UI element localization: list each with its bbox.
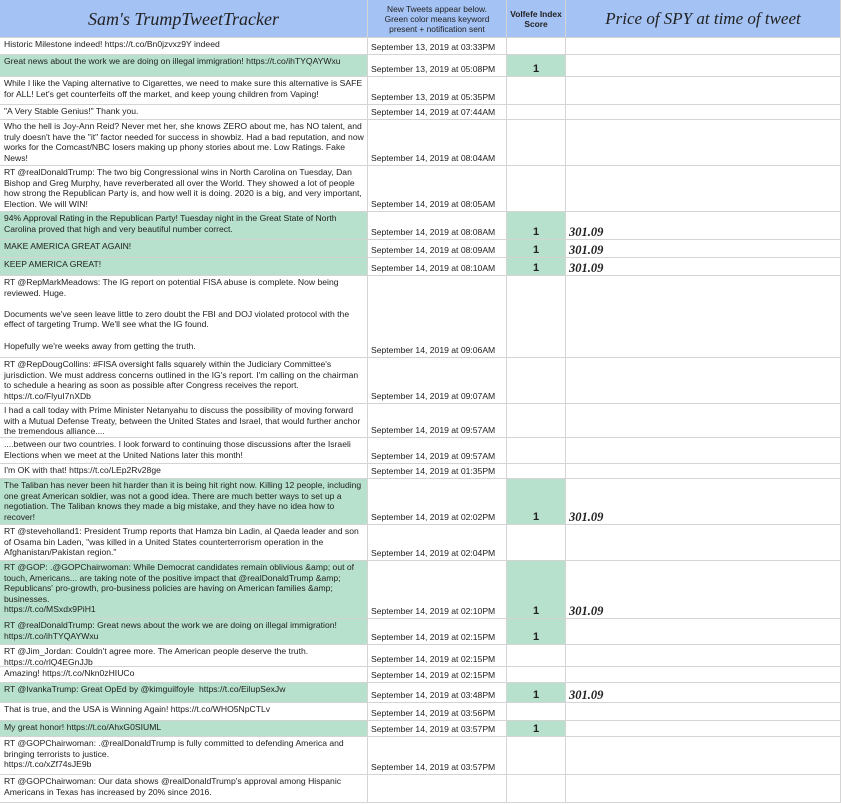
- score-cell[interactable]: [507, 667, 566, 683]
- score-cell[interactable]: [507, 525, 566, 561]
- tweet-cell[interactable]: RT @GOP: .@GOPChairwoman: While Democrat candidates remain oblivious &amp; out of touch, Americans... are taking note of the positive impact that @realDonaldTrump &amp; Republicans' pro-growth, pro-business policies are having on American families &amp; businesses. https://t.co/MSxdx9PiH1: [0, 561, 368, 619]
- tweet-cell[interactable]: Historic Milestone indeed! https://t.co/Bn0jzvxz9Y indeed: [0, 38, 368, 55]
- tweet-cell[interactable]: RT @IvankaTrump: Great OpEd by @kimguilfoyle https://t.co/EilupSexJw: [0, 683, 368, 703]
- tweet-cell[interactable]: ....between our two countries. I look forward to continuing those discussions after the Israeli Elections when we meet at the United Nations later this month!: [0, 438, 368, 464]
- date-cell[interactable]: September 13, 2019 at 05:08PM: [368, 55, 507, 77]
- score-cell[interactable]: 1: [507, 619, 566, 645]
- tweet-cell[interactable]: The Taliban has never been hit harder than it is being hit right now. Killing 12 people, including one great American soldier, was not a good idea. There are much better ways to set up a negotiation. The Taliban knows they made a big mistake, and they have no idea how to recover!: [0, 479, 368, 525]
- score-cell[interactable]: 1: [507, 561, 566, 619]
- price-cell[interactable]: [566, 645, 841, 667]
- price-cell[interactable]: [566, 404, 841, 438]
- header-price-cell[interactable]: Price of SPY at time of tweet: [566, 0, 841, 38]
- price-cell[interactable]: [566, 166, 841, 212]
- date-cell[interactable]: September 14, 2019 at 09:06AM: [368, 276, 507, 358]
- price-cell[interactable]: 301.09: [566, 258, 841, 276]
- price-cell[interactable]: [566, 667, 841, 683]
- price-cell[interactable]: [566, 775, 841, 803]
- date-cell[interactable]: September 14, 2019 at 08:05AM: [368, 166, 507, 212]
- tweet-cell[interactable]: MAKE AMERICA GREAT AGAIN!: [0, 240, 368, 258]
- score-cell[interactable]: 1: [507, 479, 566, 525]
- score-cell[interactable]: [507, 120, 566, 166]
- price-cell[interactable]: [566, 619, 841, 645]
- score-cell[interactable]: 1: [507, 258, 566, 276]
- date-cell[interactable]: September 13, 2019 at 03:33PM: [368, 38, 507, 55]
- header-title-cell[interactable]: Sam's TrumpTweetTracker: [0, 0, 368, 38]
- tweet-cell[interactable]: RT @RepMarkMeadows: The IG report on potential FISA abuse is complete. Now being reviewed. Huge. Documents we've seen leave little to zero doubt the FBI and DOJ violated protocol with the effect of targeting Trump. We'll see what the IG found. Hopefully we're weeks away from getting the truth.: [0, 276, 368, 358]
- tweet-cell[interactable]: RT @steveholland1: President Trump reports that Hamza bin Ladin, al Qaeda leader and son of Osama bin Laden, "was killed in a United States counterterrorism operation in the Afghanistan/Pakistan region.": [0, 525, 368, 561]
- price-cell[interactable]: [566, 737, 841, 775]
- header-tweets-note-cell[interactable]: New Tweets appear below. Green color means keyword present + notification sent: [368, 0, 507, 38]
- date-cell[interactable]: September 14, 2019 at 03:57PM: [368, 737, 507, 775]
- tweet-cell[interactable]: RT @GOPChairwoman: .@realDonaldTrump is fully committed to defending America and bringing terrorists to justice. https://t.co/xZf74sJE9b: [0, 737, 368, 775]
- score-cell[interactable]: [507, 77, 566, 105]
- date-cell[interactable]: September 14, 2019 at 03:57PM: [368, 721, 507, 737]
- date-cell[interactable]: September 14, 2019 at 08:10AM: [368, 258, 507, 276]
- tweet-cell[interactable]: RT @GOPChairwoman: Our data shows @realDonaldTrump's approval among Hispanic Americans in Texas has increased by 20% since 2016.: [0, 775, 368, 803]
- date-cell[interactable]: September 14, 2019 at 02:10PM: [368, 561, 507, 619]
- tweet-cell[interactable]: I had a call today with Prime Minister Netanyahu to discuss the possibility of moving forward with a Mutual Defense Treaty, between the United States and Israel, that would further anchor the tremendous alliance....: [0, 404, 368, 438]
- tweet-cell[interactable]: My great honor! https://t.co/AhxG0SIUML: [0, 721, 368, 737]
- date-cell[interactable]: September 14, 2019 at 09:57AM: [368, 438, 507, 464]
- score-cell[interactable]: 1: [507, 240, 566, 258]
- tweet-cell[interactable]: RT @RepDougCollins: #FISA oversight falls squarely within the Judiciary Committee's jurisdiction. We must address concerns outlined in the IG's report. I'm calling on the chairman to schedule a hearing as soon as possible after Congress receives the report. https://t.co/FlyuI7nXDb: [0, 358, 368, 404]
- price-cell[interactable]: 301.09: [566, 479, 841, 525]
- tweet-cell[interactable]: "A Very Stable Genius!" Thank you.: [0, 105, 368, 120]
- score-cell[interactable]: 1: [507, 55, 566, 77]
- score-cell[interactable]: [507, 737, 566, 775]
- score-cell[interactable]: [507, 358, 566, 404]
- date-cell[interactable]: September 14, 2019 at 02:15PM: [368, 645, 507, 667]
- price-cell[interactable]: [566, 703, 841, 721]
- score-cell[interactable]: [507, 166, 566, 212]
- tweet-cell[interactable]: Who the hell is Joy-Ann Reid? Never met her, she knows ZERO about me, has NO talent, and truly doesn't have the "it" factor needed for success in showbiz. Had a bad reputation, and now works for the Comcast/NBC losers making up phony stories about me. Low Ratings. Fake News!: [0, 120, 368, 166]
- date-cell[interactable]: September 14, 2019 at 02:15PM: [368, 667, 507, 683]
- header-score-cell[interactable]: Volfefe Index Score: [507, 0, 566, 38]
- price-cell[interactable]: [566, 276, 841, 358]
- date-cell[interactable]: September 14, 2019 at 02:15PM: [368, 619, 507, 645]
- price-cell[interactable]: 301.09: [566, 683, 841, 703]
- date-cell[interactable]: September 14, 2019 at 03:48PM: [368, 683, 507, 703]
- date-cell[interactable]: [368, 775, 507, 803]
- price-cell[interactable]: [566, 55, 841, 77]
- score-cell[interactable]: [507, 38, 566, 55]
- tweet-cell[interactable]: KEEP AMERICA GREAT!: [0, 258, 368, 276]
- score-cell[interactable]: [507, 438, 566, 464]
- price-cell[interactable]: [566, 120, 841, 166]
- date-cell[interactable]: September 14, 2019 at 08:08AM: [368, 212, 507, 240]
- score-cell[interactable]: [507, 464, 566, 479]
- price-cell[interactable]: 301.09: [566, 212, 841, 240]
- score-cell[interactable]: 1: [507, 721, 566, 737]
- tweet-cell[interactable]: 94% Approval Rating in the Republican Party! Tuesday night in the Great State of North Carolina proved that high and very beautiful number correct.: [0, 212, 368, 240]
- price-cell[interactable]: 301.09: [566, 561, 841, 619]
- price-cell[interactable]: [566, 464, 841, 479]
- date-cell[interactable]: September 14, 2019 at 08:04AM: [368, 120, 507, 166]
- date-cell[interactable]: September 13, 2019 at 05:35PM: [368, 77, 507, 105]
- score-cell[interactable]: [507, 105, 566, 120]
- tweet-cell[interactable]: I'm OK with that! https://t.co/LEp2Rv28ge: [0, 464, 368, 479]
- price-cell[interactable]: [566, 358, 841, 404]
- date-cell[interactable]: September 14, 2019 at 09:07AM: [368, 358, 507, 404]
- price-cell[interactable]: [566, 77, 841, 105]
- tweet-cell[interactable]: RT @Jim_Jordan: Couldn't agree more. The American people deserve the truth. https://t.co/rlQ4EGnJJb: [0, 645, 368, 667]
- score-cell[interactable]: [507, 775, 566, 803]
- tweet-cell[interactable]: Great news about the work we are doing on illegal immigration! https://t.co/ihTYQAYWxu: [0, 55, 368, 77]
- price-cell[interactable]: [566, 105, 841, 120]
- date-cell[interactable]: September 14, 2019 at 03:56PM: [368, 703, 507, 721]
- date-cell[interactable]: September 14, 2019 at 08:09AM: [368, 240, 507, 258]
- tweet-cell[interactable]: Amazing! https://t.co/Nkn0zHIUCo: [0, 667, 368, 683]
- date-cell[interactable]: September 14, 2019 at 02:02PM: [368, 479, 507, 525]
- price-cell[interactable]: [566, 38, 841, 55]
- tweet-cell[interactable]: RT @realDonaldTrump: The two big Congressional wins in North Carolina on Tuesday, Dan Bishop and Greg Murphy, have reverberated all over the World. They showed a lot of people how strong the Republican Party is, and how well it is doing. 2020 is a big, and very important, Election. We will WIN!: [0, 166, 368, 212]
- price-cell[interactable]: [566, 438, 841, 464]
- score-cell[interactable]: [507, 404, 566, 438]
- date-cell[interactable]: September 14, 2019 at 01:35PM: [368, 464, 507, 479]
- tweet-cell[interactable]: RT @realDonaldTrump: Great news about the work we are doing on illegal immigration! https://t.co/ihTYQAYWxu: [0, 619, 368, 645]
- score-cell[interactable]: [507, 703, 566, 721]
- score-cell[interactable]: 1: [507, 683, 566, 703]
- price-cell[interactable]: 301.09: [566, 240, 841, 258]
- date-cell[interactable]: September 14, 2019 at 02:04PM: [368, 525, 507, 561]
- score-cell[interactable]: [507, 645, 566, 667]
- price-cell[interactable]: [566, 525, 841, 561]
- score-cell[interactable]: [507, 276, 566, 358]
- date-cell[interactable]: September 14, 2019 at 09:57AM: [368, 404, 507, 438]
- tweet-cell[interactable]: That is true, and the USA is Winning Again! https://t.co/WHO5NpCTLv: [0, 703, 368, 721]
- tweet-cell[interactable]: While I like the Vaping alternative to Cigarettes, we need to make sure this alternative is SAFE for ALL! Let's get counterfeits off the market, and keep young children from Vaping!: [0, 77, 368, 105]
- date-cell[interactable]: September 14, 2019 at 07:44AM: [368, 105, 507, 120]
- score-cell[interactable]: 1: [507, 212, 566, 240]
- price-cell[interactable]: [566, 721, 841, 737]
